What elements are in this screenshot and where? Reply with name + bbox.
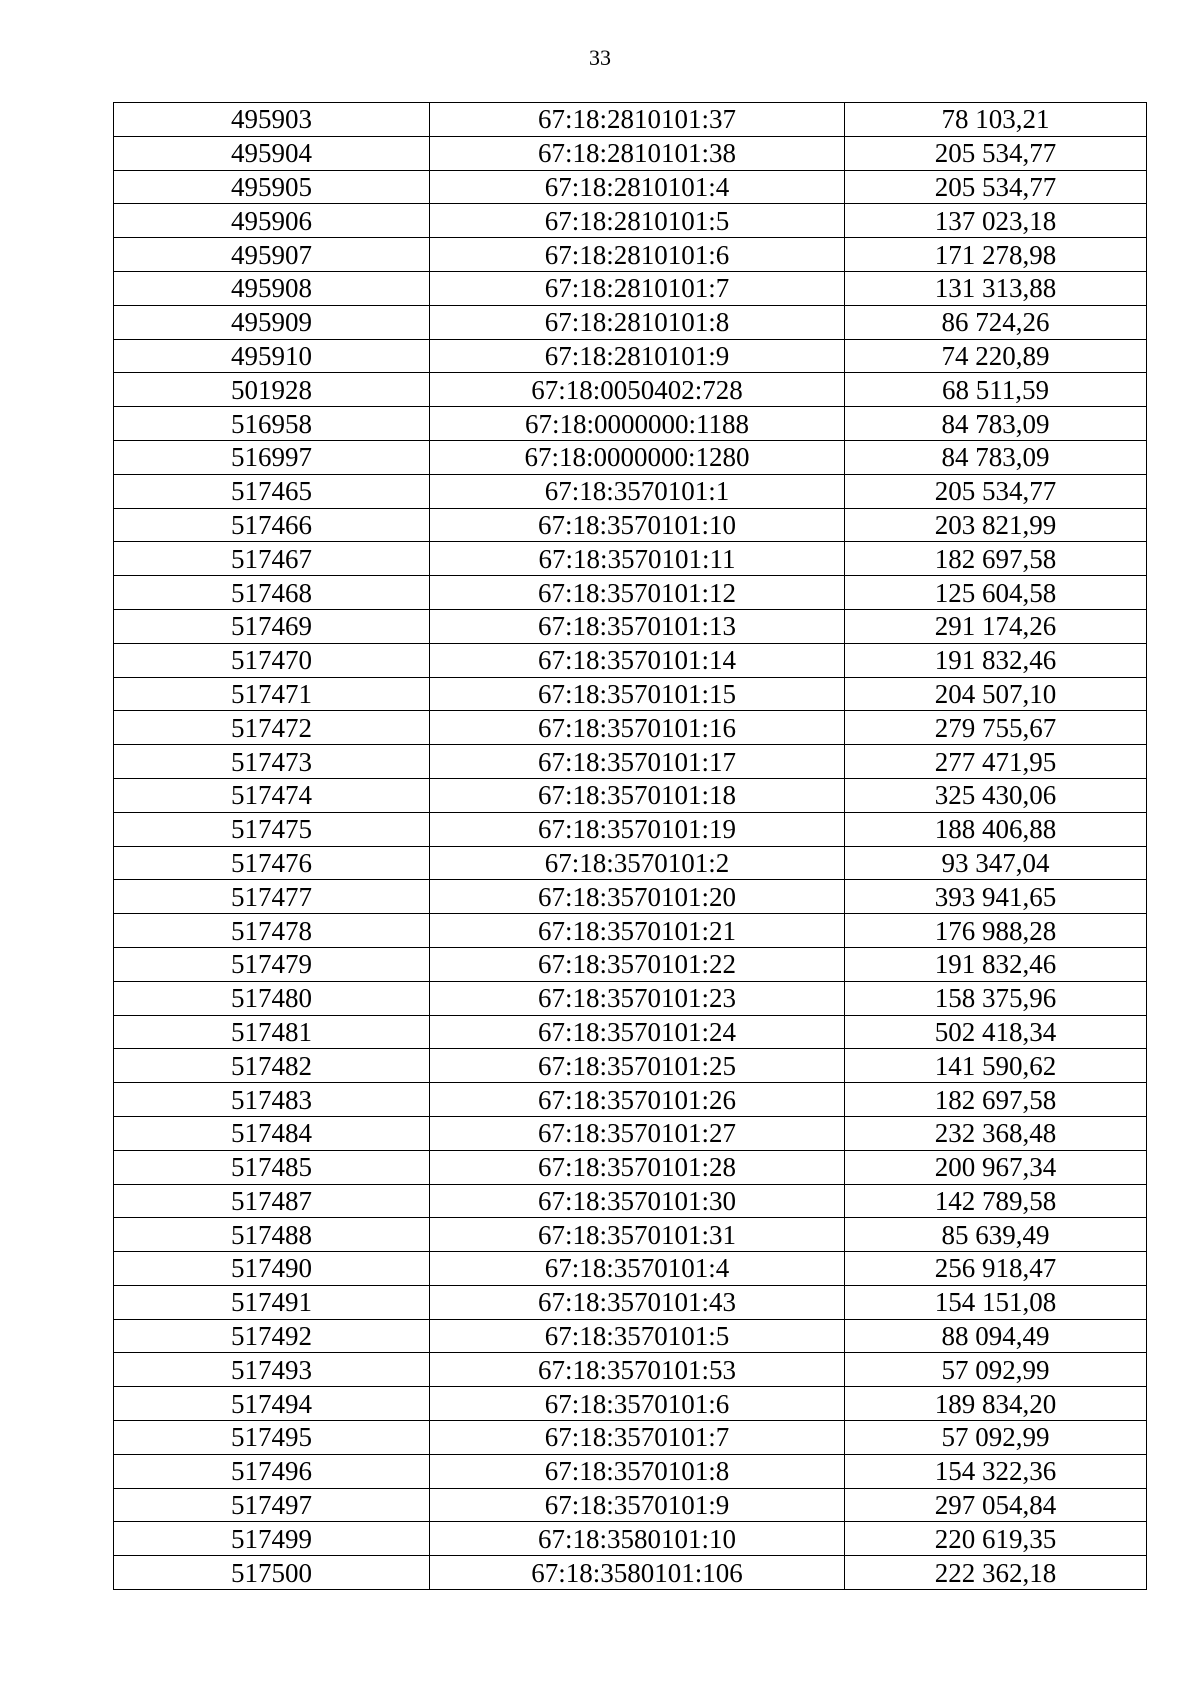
value-cell: 232 368,48: [845, 1116, 1147, 1150]
id-cell: 517465: [114, 474, 430, 508]
value-cell: 502 418,34: [845, 1015, 1147, 1049]
cadastral-number-cell: 67:18:3570101:22: [430, 947, 845, 981]
table-row: [114, 1319, 1147, 1353]
table-row: [114, 1015, 1147, 1049]
id-cell: 517469: [114, 609, 430, 643]
table-row: [114, 136, 1147, 170]
value-cell: 325 430,06: [845, 778, 1147, 812]
id-cell: 495908: [114, 271, 430, 305]
id-cell: 517492: [114, 1319, 430, 1353]
id-cell: 501928: [114, 373, 430, 407]
id-cell: 517467: [114, 542, 430, 576]
id-cell: 517480: [114, 981, 430, 1015]
value-cell: 291 174,26: [845, 609, 1147, 643]
id-cell: 517488: [114, 1218, 430, 1252]
value-cell: 256 918,47: [845, 1252, 1147, 1286]
cadastral-number-cell: 67:18:3570101:5: [430, 1319, 845, 1353]
table-row: [114, 981, 1147, 1015]
value-cell: 74 220,89: [845, 339, 1147, 373]
value-cell: 203 821,99: [845, 508, 1147, 542]
table-row: [114, 812, 1147, 846]
id-cell: 517466: [114, 508, 430, 542]
cadastral-number-cell: 67:18:3570101:8: [430, 1454, 845, 1488]
value-cell: 141 590,62: [845, 1049, 1147, 1083]
id-cell: 495905: [114, 170, 430, 204]
id-cell: 517483: [114, 1083, 430, 1117]
table-row: [114, 373, 1147, 407]
table-row: [114, 1421, 1147, 1455]
cadastral-number-cell: 67:18:2810101:38: [430, 136, 845, 170]
value-cell: 220 619,35: [845, 1522, 1147, 1556]
table-row: [114, 1556, 1147, 1590]
id-cell: 517499: [114, 1522, 430, 1556]
id-cell: 517490: [114, 1252, 430, 1286]
id-cell: 517475: [114, 812, 430, 846]
id-cell: 517471: [114, 677, 430, 711]
cadastral-number-cell: 67:18:3570101:28: [430, 1150, 845, 1184]
data-table: [113, 102, 1147, 1590]
cadastral-number-cell: 67:18:3570101:27: [430, 1116, 845, 1150]
table-row: [114, 440, 1147, 474]
id-cell: 495904: [114, 136, 430, 170]
id-cell: 517493: [114, 1353, 430, 1387]
value-cell: 205 534,77: [845, 474, 1147, 508]
table-row: [114, 643, 1147, 677]
id-cell: 517468: [114, 576, 430, 610]
id-cell: 517473: [114, 745, 430, 779]
cadastral-number-cell: 67:18:3570101:23: [430, 981, 845, 1015]
id-cell: 517500: [114, 1556, 430, 1590]
table-row: [114, 880, 1147, 914]
cadastral-number-cell: 67:18:2810101:4: [430, 170, 845, 204]
id-cell: 495903: [114, 103, 430, 137]
table-row: [114, 1184, 1147, 1218]
table-row: [114, 914, 1147, 948]
value-cell: 68 511,59: [845, 373, 1147, 407]
value-cell: 189 834,20: [845, 1387, 1147, 1421]
value-cell: 154 151,08: [845, 1285, 1147, 1319]
value-cell: 137 023,18: [845, 204, 1147, 238]
cadastral-number-cell: 67:18:2810101:7: [430, 271, 845, 305]
cadastral-number-cell: 67:18:3570101:25: [430, 1049, 845, 1083]
value-cell: 182 697,58: [845, 1083, 1147, 1117]
cadastral-number-cell: 67:18:3570101:24: [430, 1015, 845, 1049]
value-cell: 393 941,65: [845, 880, 1147, 914]
id-cell: 517474: [114, 778, 430, 812]
cadastral-number-cell: 67:18:0000000:1280: [430, 440, 845, 474]
id-cell: 517497: [114, 1488, 430, 1522]
value-cell: 200 967,34: [845, 1150, 1147, 1184]
table-row: [114, 1353, 1147, 1387]
value-cell: 297 054,84: [845, 1488, 1147, 1522]
cadastral-number-cell: 67:18:3570101:9: [430, 1488, 845, 1522]
value-cell: 188 406,88: [845, 812, 1147, 846]
cadastral-number-cell: 67:18:3570101:13: [430, 609, 845, 643]
id-cell: 516958: [114, 407, 430, 441]
id-cell: 517478: [114, 914, 430, 948]
id-cell: 517485: [114, 1150, 430, 1184]
table-row: [114, 677, 1147, 711]
id-cell: 495910: [114, 339, 430, 373]
table-row: [114, 846, 1147, 880]
cadastral-number-cell: 67:18:2810101:8: [430, 305, 845, 339]
table-row: [114, 339, 1147, 373]
cadastral-number-cell: 67:18:3570101:7: [430, 1421, 845, 1455]
value-cell: 154 322,36: [845, 1454, 1147, 1488]
cadastral-number-cell: 67:18:2810101:5: [430, 204, 845, 238]
cadastral-number-cell: 67:18:3570101:19: [430, 812, 845, 846]
table-row: [114, 204, 1147, 238]
cadastral-number-cell: 67:18:3570101:17: [430, 745, 845, 779]
value-cell: 191 832,46: [845, 947, 1147, 981]
table-row: [114, 1049, 1147, 1083]
table-row: [114, 1252, 1147, 1286]
table-row: [114, 1285, 1147, 1319]
value-cell: 125 604,58: [845, 576, 1147, 610]
value-cell: 131 313,88: [845, 271, 1147, 305]
cadastral-number-cell: 67:18:3570101:11: [430, 542, 845, 576]
cadastral-number-cell: 67:18:3570101:31: [430, 1218, 845, 1252]
table-row: [114, 778, 1147, 812]
table-body: [114, 103, 1147, 1590]
table-row: [114, 1522, 1147, 1556]
table-row: [114, 170, 1147, 204]
value-cell: 78 103,21: [845, 103, 1147, 137]
cadastral-number-cell: 67:18:0050402:728: [430, 373, 845, 407]
table-row: [114, 1387, 1147, 1421]
id-cell: 517484: [114, 1116, 430, 1150]
value-cell: 204 507,10: [845, 677, 1147, 711]
id-cell: 517491: [114, 1285, 430, 1319]
id-cell: 517481: [114, 1015, 430, 1049]
table-row: [114, 1150, 1147, 1184]
value-cell: 84 783,09: [845, 407, 1147, 441]
value-cell: 88 094,49: [845, 1319, 1147, 1353]
table-row: [114, 508, 1147, 542]
cadastral-number-cell: 67:18:3570101:18: [430, 778, 845, 812]
table-row: [114, 1454, 1147, 1488]
value-cell: 205 534,77: [845, 136, 1147, 170]
value-cell: 182 697,58: [845, 542, 1147, 576]
id-cell: 495907: [114, 238, 430, 272]
table-row: [114, 1218, 1147, 1252]
id-cell: 517477: [114, 880, 430, 914]
table-row: [114, 305, 1147, 339]
value-cell: 279 755,67: [845, 711, 1147, 745]
cadastral-number-cell: 67:18:3570101:15: [430, 677, 845, 711]
id-cell: 516997: [114, 440, 430, 474]
cadastral-number-cell: 67:18:3570101:43: [430, 1285, 845, 1319]
value-cell: 85 639,49: [845, 1218, 1147, 1252]
cadastral-number-cell: 67:18:3580101:10: [430, 1522, 845, 1556]
cadastral-number-cell: 67:18:3570101:12: [430, 576, 845, 610]
table-row: [114, 407, 1147, 441]
id-cell: 517496: [114, 1454, 430, 1488]
id-cell: 495909: [114, 305, 430, 339]
cadastral-number-cell: 67:18:0000000:1188: [430, 407, 845, 441]
id-cell: 517476: [114, 846, 430, 880]
cadastral-number-cell: 67:18:3570101:10: [430, 508, 845, 542]
id-cell: 517470: [114, 643, 430, 677]
table-row: [114, 576, 1147, 610]
value-cell: 222 362,18: [845, 1556, 1147, 1590]
value-cell: 277 471,95: [845, 745, 1147, 779]
cadastral-number-cell: 67:18:3570101:20: [430, 880, 845, 914]
cadastral-number-cell: 67:18:3570101:53: [430, 1353, 845, 1387]
cadastral-number-cell: 67:18:3580101:106: [430, 1556, 845, 1590]
value-cell: 142 789,58: [845, 1184, 1147, 1218]
table-row: [114, 711, 1147, 745]
value-cell: 171 278,98: [845, 238, 1147, 272]
id-cell: 495906: [114, 204, 430, 238]
value-cell: 176 988,28: [845, 914, 1147, 948]
cadastral-number-cell: 67:18:2810101:37: [430, 103, 845, 137]
table-row: [114, 1116, 1147, 1150]
cadastral-number-cell: 67:18:3570101:21: [430, 914, 845, 948]
cadastral-number-cell: 67:18:3570101:14: [430, 643, 845, 677]
table-row: [114, 542, 1147, 576]
cadastral-number-cell: 67:18:3570101:6: [430, 1387, 845, 1421]
table-row: [114, 238, 1147, 272]
table-row: [114, 103, 1147, 137]
id-cell: 517479: [114, 947, 430, 981]
value-cell: 205 534,77: [845, 170, 1147, 204]
table-row: [114, 947, 1147, 981]
table-row: [114, 271, 1147, 305]
value-cell: 93 347,04: [845, 846, 1147, 880]
id-cell: 517487: [114, 1184, 430, 1218]
cadastral-number-cell: 67:18:2810101:9: [430, 339, 845, 373]
cadastral-number-cell: 67:18:3570101:16: [430, 711, 845, 745]
value-cell: 158 375,96: [845, 981, 1147, 1015]
value-cell: 57 092,99: [845, 1421, 1147, 1455]
table-row: [114, 745, 1147, 779]
table-row: [114, 609, 1147, 643]
id-cell: 517495: [114, 1421, 430, 1455]
cadastral-number-cell: 67:18:3570101:30: [430, 1184, 845, 1218]
id-cell: 517482: [114, 1049, 430, 1083]
cadastral-number-cell: 67:18:3570101:4: [430, 1252, 845, 1286]
table-row: [114, 1488, 1147, 1522]
value-cell: 57 092,99: [845, 1353, 1147, 1387]
value-cell: 191 832,46: [845, 643, 1147, 677]
cadastral-number-cell: 67:18:3570101:1: [430, 474, 845, 508]
id-cell: 517472: [114, 711, 430, 745]
id-cell: 517494: [114, 1387, 430, 1421]
page-number: 33: [589, 45, 611, 70]
cadastral-number-cell: 67:18:3570101:2: [430, 846, 845, 880]
table-row: [114, 1083, 1147, 1117]
value-cell: 86 724,26: [845, 305, 1147, 339]
cadastral-number-cell: 67:18:3570101:26: [430, 1083, 845, 1117]
cadastral-number-cell: 67:18:2810101:6: [430, 238, 845, 272]
table-row: [114, 474, 1147, 508]
value-cell: 84 783,09: [845, 440, 1147, 474]
